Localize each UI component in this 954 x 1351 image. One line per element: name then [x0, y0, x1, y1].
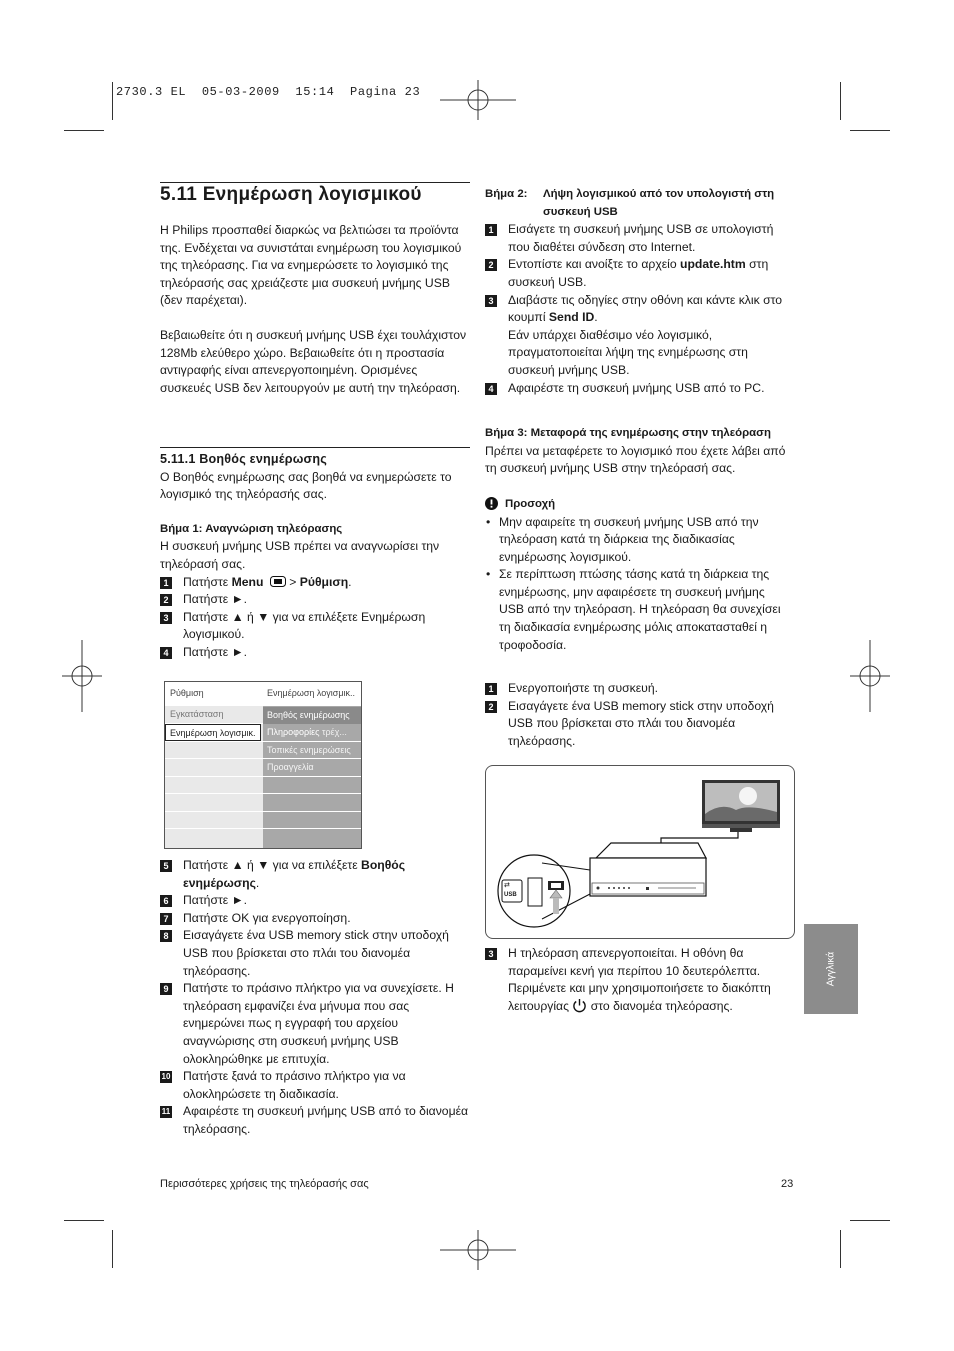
step-text-extra: Εάν υπάρχει διαθέσιμο νέο λογισμικό, πραγματοποιείται λήψη της ενημέρωσης στη συσκευή μνήμης USB.	[508, 327, 748, 377]
registration-mark-bottom	[440, 1230, 516, 1270]
step-item	[160, 1068, 472, 1103]
menu-item-info-current: τρέχ...	[321, 727, 347, 737]
step-text-end: .	[348, 574, 352, 589]
step-text-end: .	[255, 875, 260, 890]
power-icon	[572, 998, 587, 1013]
step-item	[160, 857, 472, 892]
step-number: 8	[160, 930, 172, 942]
footer-text: Περισσότερες χρήσεις της τηλεόρασής σας	[160, 1178, 369, 1190]
step-text: Πατήστε OK για ενεργοποίηση.	[183, 910, 351, 925]
step-item	[485, 680, 787, 698]
step-bold: Ρύθμιση	[299, 574, 349, 589]
registration-mark-left	[62, 640, 102, 712]
menu-item-software-update-selected: Ενημέρωση λογισμικ.	[165, 724, 261, 741]
step-number: 9	[160, 983, 172, 995]
step-number: 2	[485, 701, 497, 713]
step-item	[485, 380, 787, 398]
usb-icon: ⇄	[504, 882, 510, 889]
step1-heading: Βήμα 1: Αναγνώριση τηλεόρασης	[160, 522, 343, 535]
step-item	[160, 591, 472, 609]
step-text: Πατήστε ►.	[183, 592, 248, 607]
step-item	[160, 574, 472, 592]
step3-text: Πρέπει να μεταφέρετε το λογισμικό που έχετε λάβει από τη συσκευή μνήμης USB στην τηλεόρασή σας.	[485, 443, 786, 476]
step-text: Εντοπίστε και ανοίξτε το αρχείο	[508, 257, 681, 272]
step-text: Πατήστε ξανά το πράσινο πλήκτρο για να ολοκληρώσετε τη διαδικασία.	[183, 1069, 406, 1101]
menu-header-left: Ρύθμιση	[170, 688, 204, 698]
step-number: 2	[485, 259, 497, 271]
intro-paragraph-1: Η Philips προσπαθεί διαρκώς να βελτιώσει τα προϊόντα της. Ενδέχεται να συνιστάται ενημέρωση του λογισμικού της τηλεόρασης. Για να ενημερώσετε το λογισμικό της τηλεόρασής σας χρειάζεστε μια συσκευή μνήμης USB (δεν παρέχεται).	[160, 223, 462, 308]
intro-paragraph-2: Βεβαιωθείτε ότι η συσκευή μνήμης USB έχει τουλάχιστον 128Mb ελεύθερο χώρο. Βεβαιωθείτε ότι η προστασία αντιγραφής είναι απενεργοποιημένη. Ορισμένες συσκευές USB δεν λειτουργούν με αυτή την τηλεόραση.	[160, 327, 467, 395]
print-header: 2730.3 EL 05-03-2009 15:14 Pagina 23	[116, 85, 421, 99]
tv-and-receiver-illustration	[486, 766, 794, 938]
step-item	[485, 221, 787, 256]
caution-title-row	[485, 495, 787, 514]
warning-icon	[485, 497, 498, 510]
step-number: 3	[485, 295, 497, 307]
registration-mark-top	[440, 80, 516, 120]
step-number: 3	[485, 948, 497, 960]
step-item	[485, 292, 787, 380]
step-item	[160, 1103, 472, 1138]
step-number: 1	[485, 683, 497, 695]
step-number: 1	[485, 224, 497, 236]
menu-header-right: Ενημέρωση λογισμικ..	[267, 688, 356, 698]
tv-menu-screenshot	[164, 681, 362, 849]
step-item	[485, 698, 787, 751]
right-column-final	[485, 945, 787, 1015]
caution-title: Προσοχή	[505, 497, 556, 510]
step-item	[485, 256, 787, 291]
subsection-rule	[160, 447, 470, 448]
subsection-text: Ο Βοηθός ενημέρωσης σας βοηθά να ενημερώσετε το λογισμικό της τηλεόρασής σας.	[160, 469, 452, 502]
step-item	[160, 892, 472, 910]
step2-heading: Λήψη λογισμικού από τον υπολογιστή στη συσκευή USB	[543, 188, 775, 218]
step-text: Πατήστε ►.	[183, 893, 248, 908]
language-side-tab	[804, 924, 858, 1014]
step-number: 10	[161, 1072, 171, 1082]
caution-text: Σε περίπτωση πτώσης τάσης κατά τη διάρκεια της ενημέρωσης, μην αφαιρέσετε τη συσκευή μνήμης USB από την τηλεόραση. Η τηλεόραση θα συνεχίσει τη διαδικασία ενημέρωσης μόλις αποκατασταθεί η τροφοδοσία.	[499, 567, 781, 652]
step-text: Πατήστε ►.	[183, 644, 248, 659]
step-text-end: στο διανομέα τηλεόρασης.	[587, 998, 733, 1013]
step-number: 6	[160, 895, 172, 907]
step-item	[485, 945, 787, 1015]
menu-item-update-assistant: Βοηθός ενημέρωσης	[263, 707, 361, 724]
step-number: 1	[160, 577, 172, 589]
section-title: 5.11 Ενημέρωση λογισμικού	[160, 184, 422, 205]
step3-heading: Βήμα 3: Μεταφορά της ενημέρωσης στην τηλεόραση	[485, 427, 771, 440]
step-number: 7	[160, 913, 172, 925]
step-text: Ενεργοποιήστε τη συσκευή.	[508, 681, 658, 696]
step-number: 4	[485, 383, 497, 395]
page-number: 23	[781, 1178, 794, 1190]
step-number: 11	[161, 1107, 171, 1117]
menu-button-icon	[270, 576, 286, 587]
step-text: Πατήστε ▲ ή ▼ για να επιλέξετε Ενημέρωση λογισμικού.	[183, 609, 426, 642]
left-column-steps-b	[160, 857, 472, 1139]
step-text-end: .	[594, 310, 598, 325]
step-number: 4	[160, 647, 172, 659]
menu-item-info	[267, 724, 347, 741]
subsection-title: 5.11.1 Βοηθός ενημέρωσης	[160, 452, 327, 466]
caution-item	[485, 514, 787, 567]
step-bold: Βοηθός ενημέρωσης	[183, 858, 406, 890]
step-text: Διαβάστε τις οδηγίες στην οθόνη και κάντε κλικ στο κουμπί	[508, 292, 783, 325]
menu-item-announcement: Προαγγελία	[267, 762, 314, 772]
step-item	[160, 644, 472, 662]
step-text: Αφαιρέστε τη συσκευή μνήμης USB από το PC.	[508, 380, 765, 395]
language-tab-label: Αγγλικά	[825, 951, 837, 987]
menu-item-installation: Εγκατάσταση	[170, 709, 224, 719]
title-rule	[160, 182, 470, 183]
usb-connection-diagram	[485, 765, 795, 939]
step2-heading-block	[485, 186, 787, 221]
menu-key-label: Menu	[231, 574, 264, 589]
step-item	[160, 980, 472, 1068]
step2-label: Βήμα 2:	[485, 188, 528, 200]
step-text: Πατήστε ▲ ή ▼ για να επιλέξετε	[183, 858, 362, 872]
step-text: Πατήστε το πράσινο πλήκτρο για να συνεχίσετε. Η τηλεόραση εμφανίζει ένα μήνυμα που σας ενημερώνει πως η εγγραφή του αρχείου αναγνώρισης στη συσκευή μνήμης USB ολοκληρώθηκε με επιτυχία.	[183, 981, 454, 1066]
step-text-separator: >	[285, 574, 300, 589]
step-number: 3	[160, 612, 172, 624]
step-number: 2	[160, 594, 172, 606]
step1-text: Η συσκευή μνήμης USB πρέπει να αναγνωρίσει την τηλεόρασή σας.	[160, 539, 440, 571]
step-text: Αφαιρέστε τη συσκευή μνήμης USB από το διανομέα τηλεόρασης.	[183, 1104, 469, 1136]
left-column-steps	[160, 451, 472, 662]
menu-item-local-updates: Τοπικές ενημερώσεις	[267, 745, 351, 755]
step-bold: Send ID	[548, 310, 595, 325]
step-text: Η τηλεόραση απενεργοποιείται. Η οθόνη θα παραμείνει κενή για περίπου 10 δευτερόλεπτα. Περιμένετε και μην χρησιμοποιήσετε το διακόπτη λειτουργίας	[508, 946, 771, 1013]
step-text: Εισαγάγετε ένα USB memory stick στην υποδοχή USB που βρίσκεται στο πλάι του διανομέα τηλεόρασης.	[183, 928, 449, 978]
step-item	[160, 910, 472, 928]
registration-mark-right	[850, 640, 890, 712]
menu-item-info-label: Πληροφορίες	[267, 727, 320, 737]
step-text: Εισάγετε τη συσκευή μνήμης USB σε υπολογιστή που διαθέτει σύνδεση στο Internet.	[508, 222, 774, 254]
step-bold: update.htm	[680, 257, 746, 272]
usb-label: USB	[504, 892, 517, 898]
caution-item	[485, 566, 787, 654]
step-item	[160, 927, 472, 980]
step-number: 5	[160, 860, 172, 872]
step-text: Πατήστε	[183, 574, 232, 589]
step-item	[160, 609, 472, 644]
caution-text: Μην αφαιρείτε τη συσκευή μνήμης USB από την τηλεόραση κατά τη διάρκεια της διαδικασίας ενημέρωσης λογισμικού.	[499, 514, 759, 564]
left-column	[160, 222, 470, 397]
step-text-end: στη συσκευή USB.	[508, 257, 769, 289]
step-text: Εισαγάγετε ένα USB memory stick στην υποδοχή USB που βρίσκεται στο πλάι του διανομέα τηλεόρασης.	[508, 698, 774, 749]
right-column	[485, 186, 787, 751]
